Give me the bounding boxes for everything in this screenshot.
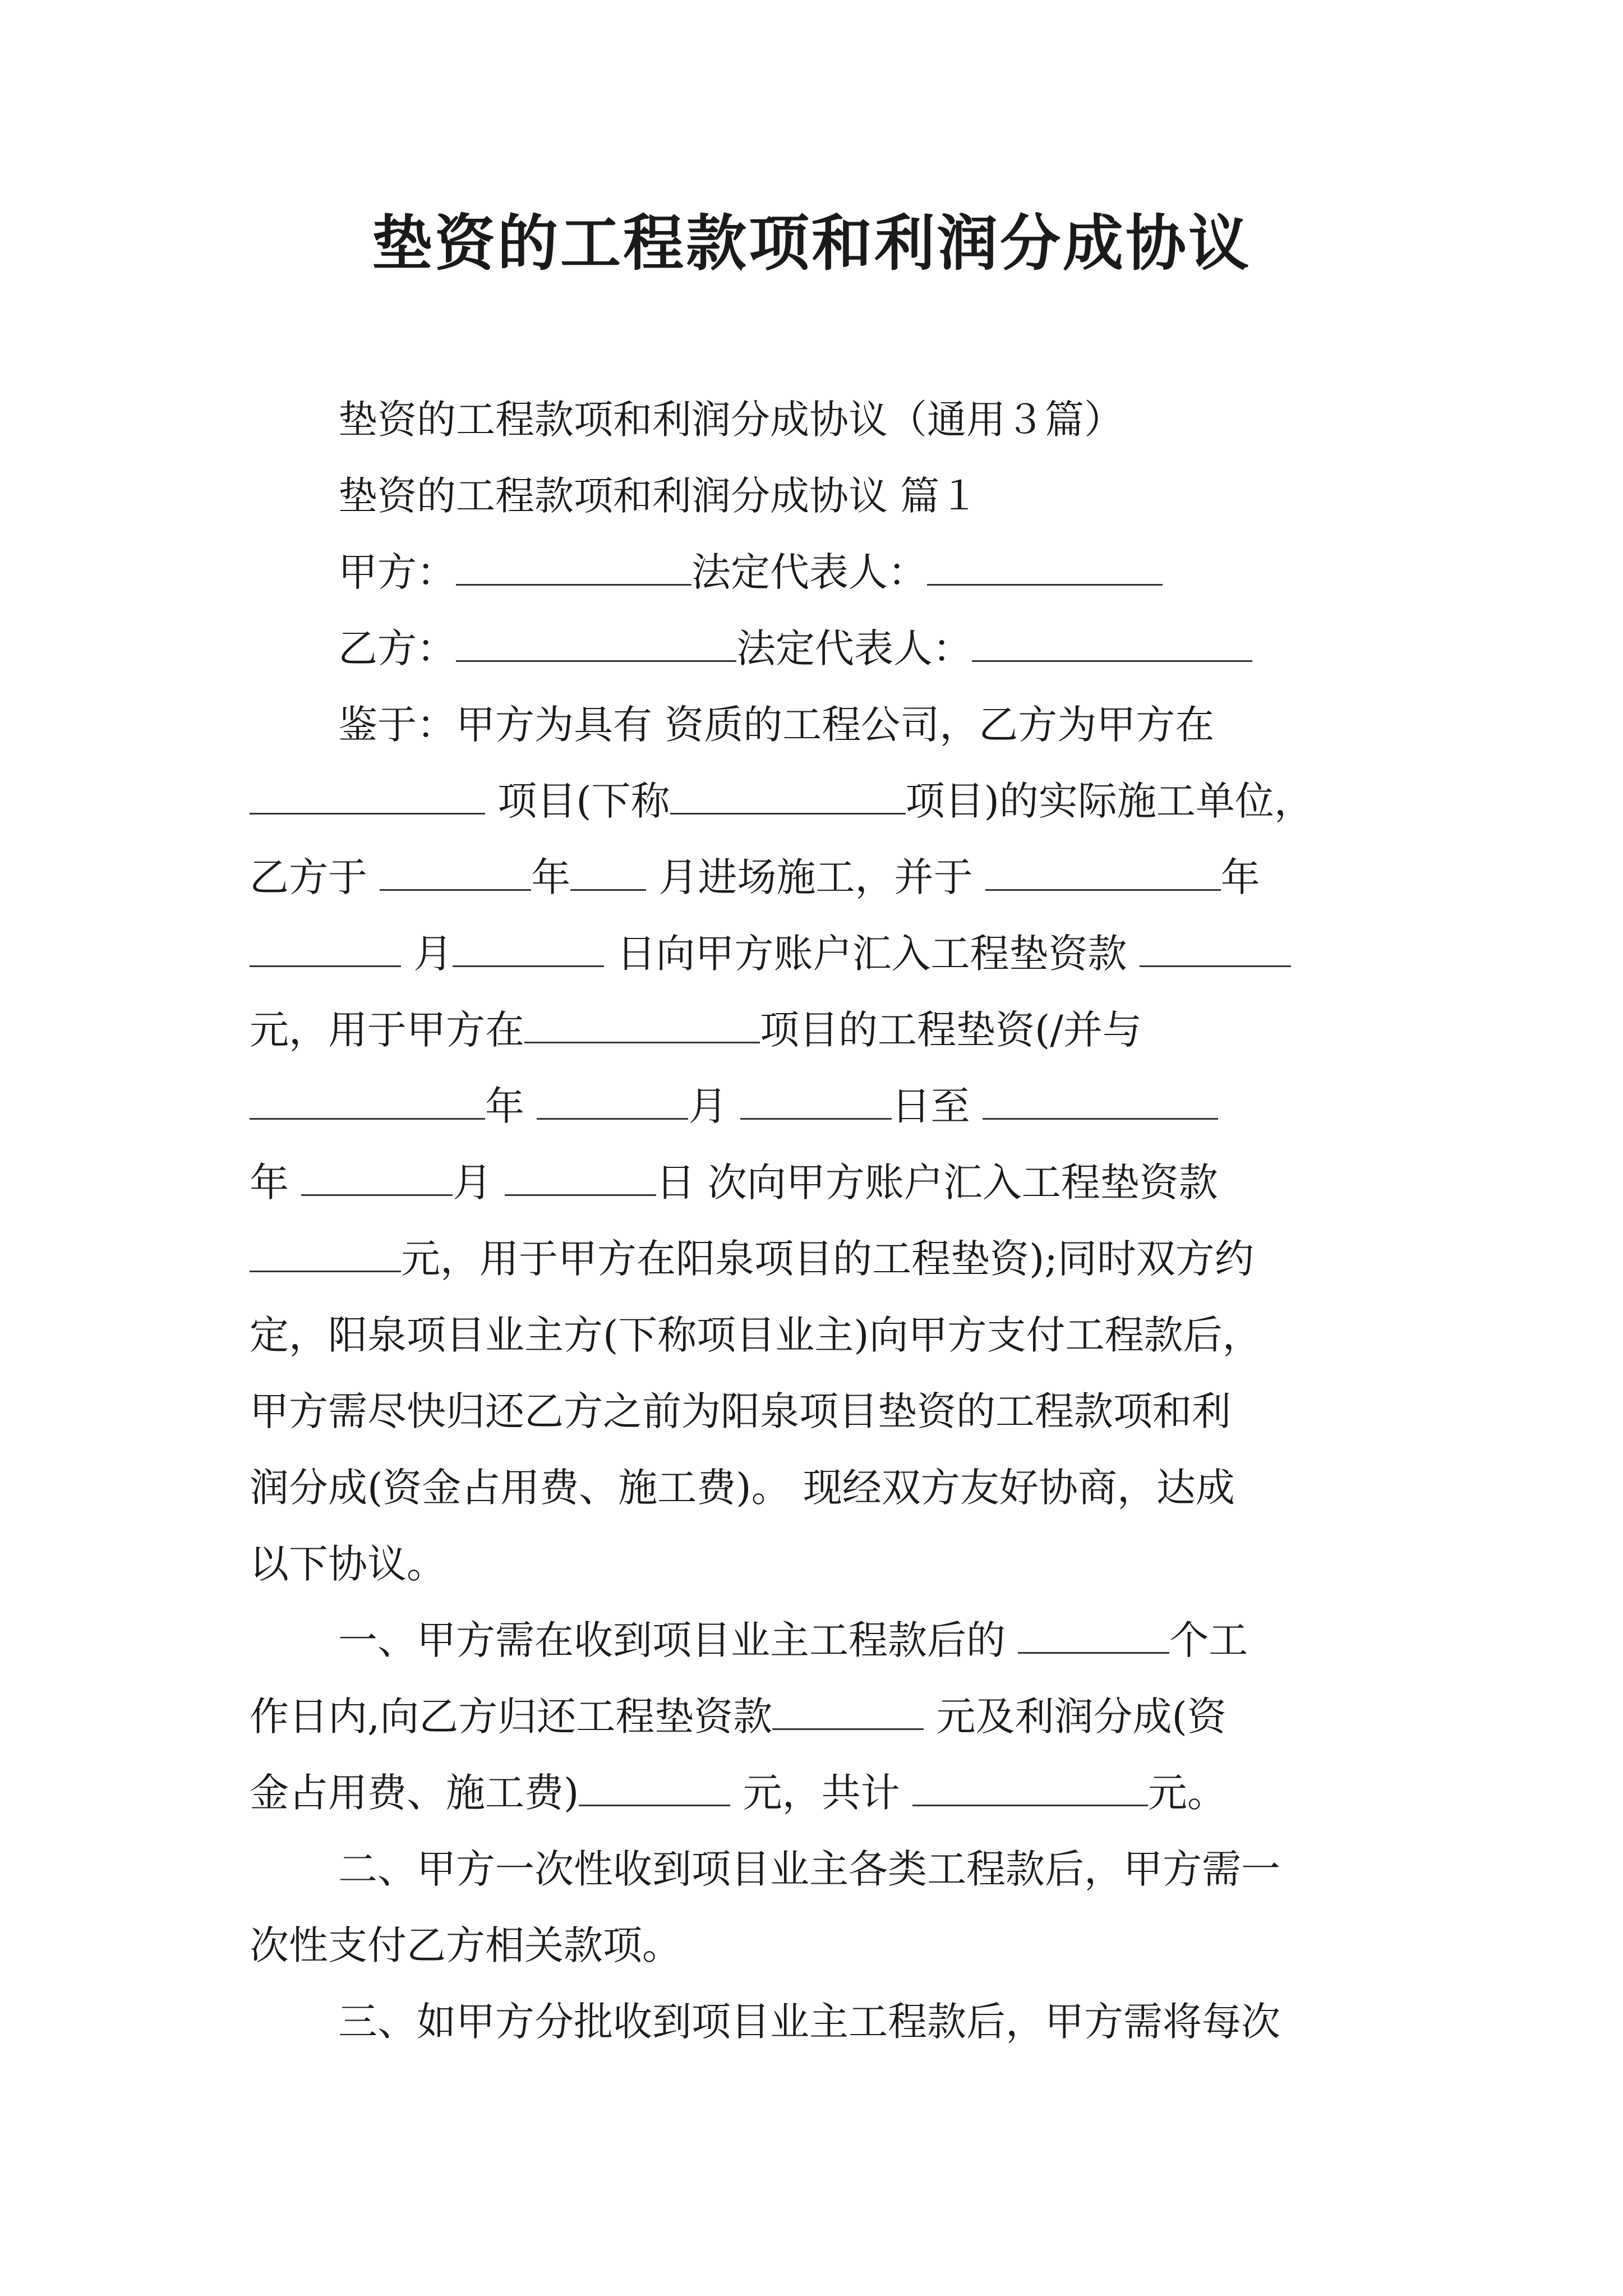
blank — [1140, 924, 1291, 967]
text-segment: 个工 — [1169, 1617, 1248, 1663]
paragraph-line: 润分成(资金占用费、施工费)。 现经双方友好协商，达成 — [250, 1465, 1235, 1511]
blank — [983, 1076, 1218, 1120]
paragraph-line: 定，阳泉项目业主方(下称项目业主)向甲方支付工程款后， — [250, 1312, 1262, 1358]
party-b-line — [250, 610, 1382, 687]
party-b-rep-blank — [972, 619, 1252, 662]
blank — [250, 1076, 485, 1120]
text-segment: 月 — [688, 1083, 728, 1129]
text-segment: 年 — [485, 1083, 524, 1129]
blank — [579, 1763, 730, 1806]
text-segment: 元。 — [1147, 1770, 1227, 1816]
blank — [380, 848, 531, 891]
text-segment: 月 — [453, 1159, 492, 1205]
document-title: 垫资的工程款项和利润分成协议 — [371, 209, 1251, 279]
paragraph-line — [250, 1221, 1382, 1297]
text-segment: 项目)的实际施工单位， — [905, 778, 1313, 824]
clause-2-line: 二、甲方一次性收到项目业主各类工程款后，甲方需一 — [338, 1846, 1280, 1892]
text-segment: 元，共计 — [743, 1770, 900, 1816]
subtitle-line: 垫资的工程款项和利润分成协议（通用３篇） — [338, 397, 1123, 443]
clause-2-line: 次性支付乙方相关款项。 — [250, 1922, 681, 1968]
blank — [453, 924, 604, 967]
text-segment: 年 — [531, 854, 571, 900]
text-segment: 年 — [1220, 854, 1260, 900]
text-segment: 年 — [250, 1159, 289, 1205]
clause-1-line — [250, 1602, 1382, 1678]
paragraph-line — [250, 1144, 1382, 1221]
party-b-blank — [456, 619, 736, 662]
blank — [985, 848, 1221, 891]
text-segment: 日向甲方账户汇入工程垫资款 — [616, 931, 1127, 977]
party-b-label: 乙方： — [338, 625, 456, 671]
text-segment: 日 次向甲方账户汇入工程垫资款 — [656, 1159, 1218, 1205]
clause-3-line: 三、如甲方分批收到项目业主工程款后，甲方需将每次 — [338, 1999, 1280, 2045]
blank — [570, 848, 646, 891]
blank — [524, 1000, 760, 1043]
section-heading: 垫资的工程款项和利润分成协议 篇１ — [338, 473, 979, 519]
paragraph-line — [250, 839, 1382, 915]
text-segment: 元，用于甲方在阳泉项目的工程垫资);同时双方约 — [401, 1236, 1254, 1282]
blank — [740, 1076, 892, 1120]
text-segment: 月 — [413, 931, 453, 977]
paragraph-line: 鉴于：甲方为具有 资质的工程公司，乙方为甲方在 — [338, 702, 1215, 748]
blank — [1018, 1611, 1169, 1654]
paragraph-line — [250, 1068, 1382, 1144]
party-a-label: 甲方： — [338, 549, 456, 595]
paragraph-line: 甲方需尽快归还乙方之前为阳泉项目垫资的工程款项和利 — [250, 1388, 1231, 1434]
text-segment: 月进场施工，并于 — [658, 854, 973, 900]
text-segment: 日至 — [891, 1083, 970, 1129]
text-segment: 作日内,向乙方归还工程垫资款 — [250, 1694, 773, 1740]
paragraph-line — [250, 915, 1382, 992]
paragraph-line: 以下协议。 — [250, 1541, 446, 1587]
blank — [301, 1153, 453, 1196]
party-a-line — [250, 534, 1382, 610]
blank — [670, 771, 906, 815]
text-segment: 项目(下称 — [497, 778, 670, 824]
document-body — [250, 381, 1382, 2060]
blank — [537, 1076, 688, 1120]
text-segment: 乙方于 — [250, 854, 367, 900]
blank — [772, 1687, 924, 1730]
blank — [505, 1153, 656, 1196]
blank — [250, 771, 485, 815]
paragraph-line — [250, 763, 1382, 839]
party-a-blank — [456, 542, 691, 586]
text-segment: 元及利润分成(资 — [936, 1694, 1227, 1740]
text-segment: 金占用费、施工费) — [250, 1770, 579, 1816]
party-a-rep-label: 法定代表人： — [691, 549, 927, 595]
clause-1-line — [250, 1678, 1382, 1755]
blank — [250, 924, 401, 967]
party-a-rep-blank — [927, 542, 1163, 586]
party-b-rep-label: 法定代表人： — [736, 625, 972, 671]
text-segment: 一、甲方需在收到项目业主工程款后的 — [338, 1617, 1006, 1663]
text-segment: 项目的工程垫资(/并与 — [760, 1007, 1142, 1053]
text-segment: 元，用于甲方在 — [250, 1007, 524, 1053]
paragraph-line — [250, 992, 1382, 1068]
blank — [912, 1763, 1148, 1806]
clause-1-line — [250, 1755, 1382, 1831]
blank — [250, 1229, 401, 1272]
